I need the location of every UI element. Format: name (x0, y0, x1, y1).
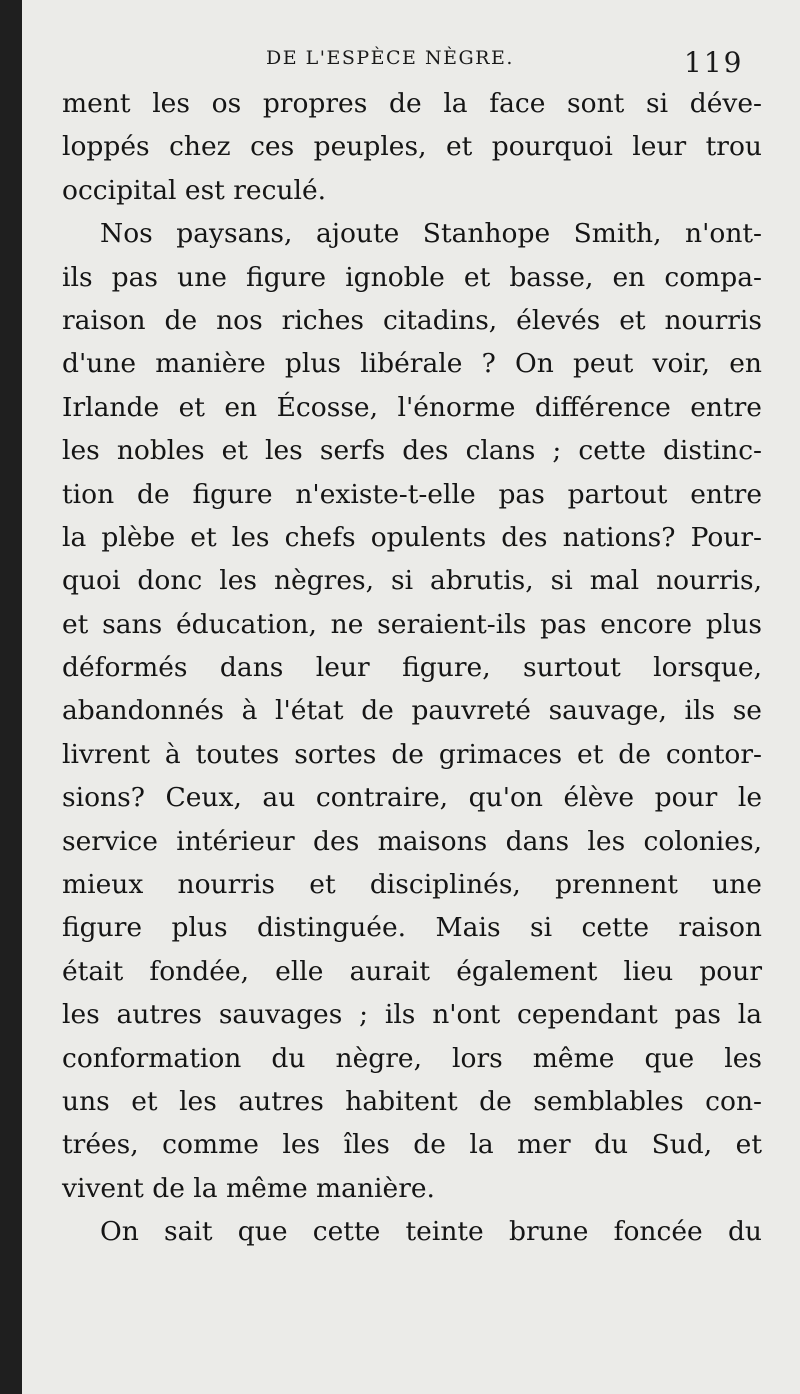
text-line: et sans éducation, ne seraient-ils pas encore plus (62, 608, 762, 640)
text-line: la plèbe et les chefs opulents des nations? Pour- (62, 521, 762, 553)
text-line: sions? Ceux, au contraire, qu'on élève pour le (62, 782, 762, 814)
text-line: uns et les autres habitent de semblables con- (62, 1085, 762, 1117)
text-line: conformation du nègre, lors même que les (62, 1042, 762, 1074)
text-line: ils pas une figure ignoble et basse, en compa- (62, 261, 762, 293)
text-line: occipital est reculé. (62, 174, 327, 206)
paragraph-start-line: On sait que cette teinte brune foncée du (100, 1216, 762, 1248)
body-text (62, 82, 762, 1254)
text-line: loppés chez ces peuples, et pourquoi leur trou (62, 131, 762, 163)
text-line: service intérieur des maisons dans les colonies, (62, 825, 762, 857)
text-line: d'une manière plus libérale ? On peut voir, en (62, 348, 762, 380)
text-line: raison de nos riches citadins, élevés et nourris (62, 304, 762, 336)
text-line: mieux nourris et disciplinés, prennent une (62, 869, 762, 901)
text-line: vivent de la même manière. (62, 1172, 435, 1204)
text-line: trées, comme les îles de la mer du Sud, et (62, 1129, 762, 1161)
running-head: DE L'ESPÈCE NÈGRE. (266, 47, 514, 69)
page-number: 119 (684, 46, 744, 79)
text-line: figure plus distinguée. Mais si cette raison (62, 912, 762, 944)
book-page (22, 0, 800, 1394)
text-line: tion de figure n'existe-t-elle pas partout entre (62, 478, 762, 510)
paragraph-start-line: Nos paysans, ajoute Stanhope Smith, n'ont- (100, 218, 762, 250)
text-line: les autres sauvages ; ils n'ont cependant pas la (62, 999, 762, 1031)
text-line: les nobles et les serfs des clans ; cette distinc- (62, 435, 762, 467)
text-line: déformés dans leur figure, surtout lorsque, (62, 652, 762, 684)
text-line: quoi donc les nègres, si abrutis, si mal nourris, (62, 565, 762, 597)
text-line: ment les os propres de la face sont si déve- (62, 88, 762, 119)
text-line: abandonnés à l'état de pauvreté sauvage, ils se (62, 695, 762, 727)
text-line: était fondée, elle aurait également lieu pour (62, 955, 762, 987)
text-line: livrent à toutes sortes de grimaces et de contor- (62, 738, 762, 770)
text-line: Irlande et en Écosse, l'énorme différence entre (62, 391, 762, 423)
